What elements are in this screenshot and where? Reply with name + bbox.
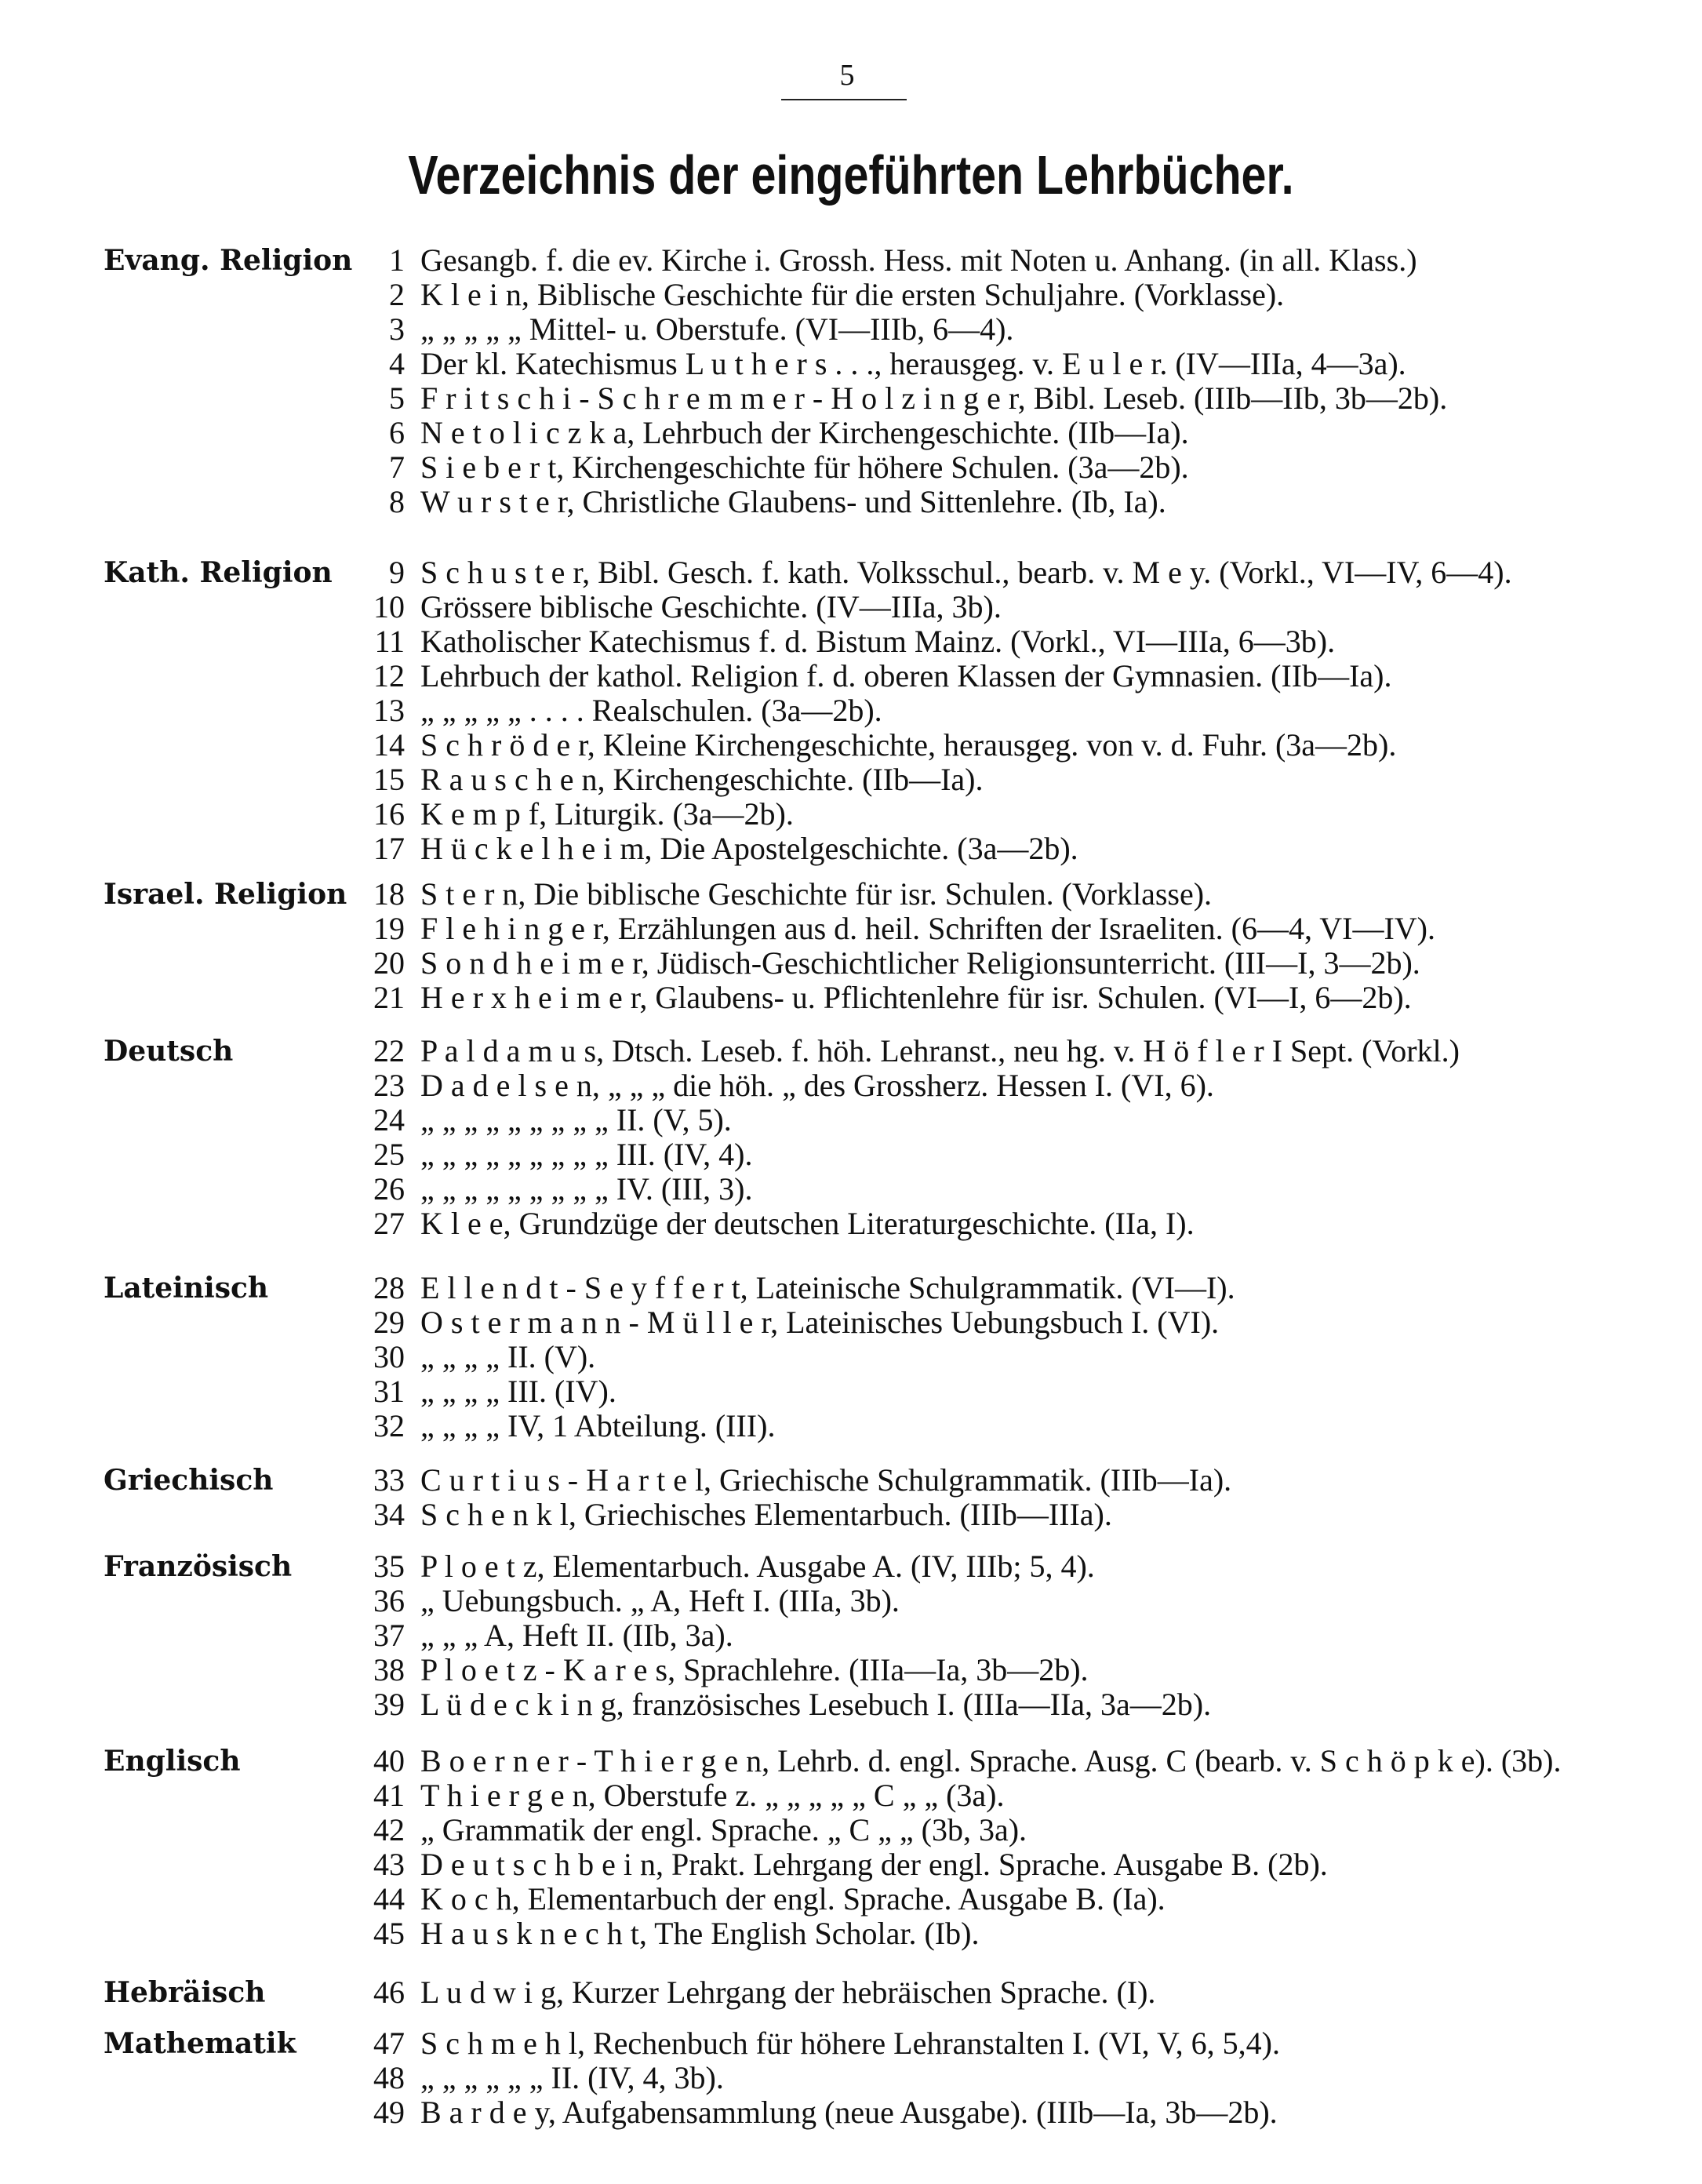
entry-number: 1 — [389, 242, 405, 278]
entry-text: P a l d a m u s, Dtsch. Leseb. f. höh. Lehranst., neu hg. v. H ö f l e r I Sept. (Vorkl.) — [420, 1033, 1460, 1068]
entry-text: „ „ „ „ „ . . . . Realschulen. (3a—2b). — [420, 693, 882, 728]
entry-text: H a u s k n e c h t, The English Scholar. (Ib). — [420, 1916, 980, 1951]
page-number-rule — [781, 99, 907, 100]
entry-text: S c h e n k l, Griechisches Elementarbuch. (IIIb—IIIa). — [420, 1497, 1112, 1532]
subject-label: Griechisch — [104, 1464, 274, 1497]
textbook-entry — [0, 1778, 1702, 1813]
entry-number: 44 — [373, 1881, 405, 1916]
textbook-entry — [0, 981, 1702, 1015]
entry-number: 3 — [389, 311, 405, 347]
entry-number: 26 — [373, 1171, 405, 1207]
entry-number: 45 — [373, 1916, 405, 1951]
textbook-entry — [0, 1618, 1702, 1653]
entry-text: „ Uebungsbuch. „ A, Heft I. (IIIa, 3b). — [420, 1583, 900, 1618]
entry-text: „ „ „ „ III. (IV). — [420, 1374, 616, 1409]
entry-text: „ „ „ „ „ Mittel- u. Oberstufe. (VI—IIIb, 6—4). — [420, 311, 1014, 347]
subject-label: Hebräisch — [104, 1976, 266, 2009]
entry-number: 7 — [389, 450, 405, 485]
entry-text: R a u s c h e n, Kirchengeschichte. (IIb—Ia). — [420, 762, 984, 797]
entry-number: 11 — [374, 624, 405, 659]
subject-label: Mathematik — [104, 2027, 296, 2060]
entry-text: „ „ „ „ „ „ II. (IV, 4, 3b). — [420, 2060, 724, 2095]
entry-number: 37 — [373, 1618, 405, 1653]
entry-text: „ Grammatik der engl. Sprache. „ C „ „ (3b, 3a). — [420, 1812, 1027, 1847]
entry-number: 2 — [389, 277, 405, 312]
textbook-entry — [0, 312, 1702, 347]
textbook-entry — [0, 1172, 1702, 1207]
entry-number: 22 — [373, 1033, 405, 1068]
entry-number: 32 — [373, 1408, 405, 1443]
textbook-entry — [0, 1653, 1702, 1687]
entry-number: 48 — [373, 2060, 405, 2095]
entry-number: 15 — [373, 762, 405, 797]
entry-number: 21 — [373, 980, 405, 1015]
entry-number: 35 — [373, 1549, 405, 1584]
textbook-entry — [0, 1916, 1702, 1951]
entry-number: 47 — [373, 2026, 405, 2061]
textbook-entry — [0, 1584, 1702, 1618]
subject-label: Israel. Religion — [104, 878, 347, 911]
entry-number: 29 — [373, 1305, 405, 1340]
entry-text: „ „ „ „ „ „ „ „ „ II. (V, 5). — [420, 1102, 732, 1138]
entry-text: Gesangb. f. die ev. Kirche i. Grossh. Hess. mit Noten u. Anhang. (in all. Klass.) — [420, 242, 1417, 278]
entry-number: 30 — [373, 1339, 405, 1374]
textbook-entry — [0, 693, 1702, 728]
entry-number: 43 — [373, 1847, 405, 1882]
textbook-entry — [0, 728, 1702, 763]
entry-text: C u r t i u s - H a r t e l, Griechische Schulgrammatik. (IIIb—Ia). — [420, 1462, 1232, 1498]
entry-text: P l o e t z, Elementarbuch. Ausgabe A. (IV, IIIb; 5, 4). — [420, 1549, 1095, 1584]
entry-number: 34 — [373, 1497, 405, 1532]
entry-number: 28 — [373, 1270, 405, 1305]
entry-text: B o e r n e r - T h i e r g e n, Lehrb. d. engl. Sprache. Ausg. C (bearb. v. S c h ö p k e). (3b). — [420, 1743, 1562, 1778]
entry-text: S o n d h e i m e r, Jüdisch-Geschichtlicher Religionsunterricht. (III—I, 3—2b). — [420, 945, 1420, 981]
entry-number: 16 — [373, 796, 405, 832]
textbook-entry — [0, 1103, 1702, 1138]
entry-text: O s t e r m a n n - M ü l l e r, Lateinisches Uebungsbuch I. (VI). — [420, 1305, 1220, 1340]
textbook-entry — [0, 1975, 1702, 2010]
textbook-entry — [0, 1034, 1702, 1068]
textbook-entry — [0, 624, 1702, 659]
entry-number: 46 — [373, 1975, 405, 2010]
entry-text: B a r d e y, Aufgabensammlung (neue Ausgabe). (IIIb—Ia, 3b—2b). — [420, 2095, 1278, 2130]
textbook-entry — [0, 1271, 1702, 1305]
textbook-entry — [0, 1882, 1702, 1916]
entry-text: D a d e l s e n, „ „ „ die höh. „ des Grossherz. Hessen I. (VI, 6). — [420, 1068, 1214, 1103]
entry-text: D e u t s c h b e i n, Prakt. Lehrgang der engl. Sprache. Ausgabe B. (2b). — [420, 1847, 1328, 1882]
textbook-entry — [0, 1207, 1702, 1241]
subject-label: Französisch — [104, 1550, 293, 1583]
subject-label: Evang. Religion — [104, 244, 353, 277]
entry-text: N e t o l i c z k a, Lehrbuch der Kirchengeschichte. (IIb—Ia). — [420, 415, 1189, 450]
entry-text: S i e b e r t, Kirchengeschichte für höhere Schulen. (3a—2b). — [420, 450, 1189, 485]
entry-text: P l o e t z - K a r e s, Sprachlehre. (IIIa—Ia, 3b—2b). — [420, 1652, 1089, 1687]
textbook-entry — [0, 797, 1702, 832]
textbook-entry — [0, 1813, 1702, 1847]
textbook-entry — [0, 1687, 1702, 1722]
entry-text: Grössere biblische Geschichte. (IV—IIIa, 3b). — [420, 589, 1002, 624]
textbook-entry — [0, 1463, 1702, 1498]
entry-text: W u r s t e r, Christliche Glaubens- und Sittenlehre. (Ib, Ia). — [420, 484, 1166, 519]
entry-text: „ „ „ „ „ „ „ „ „ IV. (III, 3). — [420, 1171, 753, 1207]
textbook-entry — [0, 555, 1702, 590]
entry-text: „ „ „ A, Heft II. (IIb, 3a). — [420, 1618, 733, 1653]
textbook-entry — [0, 243, 1702, 278]
textbook-entry — [0, 2095, 1702, 2130]
entry-number: 8 — [389, 484, 405, 519]
entry-text: S t e r n, Die biblische Geschichte für isr. Schulen. (Vorklasse). — [420, 876, 1213, 912]
textbook-entry — [0, 1340, 1702, 1374]
entry-text: Der kl. Katechismus L u t h e r s . . ., herausgeg. v. E u l e r. (IV—IIIa, 4—3a). — [420, 346, 1406, 381]
entry-text: T h i e r g e n, Oberstufe z. „ „ „ „ „ C „ „ (3a). — [420, 1778, 1005, 1813]
textbook-entry — [0, 450, 1702, 485]
entry-number: 14 — [373, 727, 405, 763]
entry-number: 24 — [373, 1102, 405, 1138]
entry-number: 18 — [373, 876, 405, 912]
entry-number: 4 — [389, 346, 405, 381]
entry-number: 12 — [373, 658, 405, 693]
textbook-entry — [0, 763, 1702, 797]
textbook-entry — [0, 1305, 1702, 1340]
entry-number: 17 — [373, 831, 405, 866]
textbook-entry — [0, 1138, 1702, 1172]
entry-number: 20 — [373, 945, 405, 981]
entry-text: S c h u s t e r, Bibl. Gesch. f. kath. Volksschul., bearb. v. M e y. (Vorkl., VI—IV, 6—4). — [420, 555, 1512, 590]
entry-text: L ü d e c k i n g, französisches Lesebuch I. (IIIa—IIa, 3a—2b). — [420, 1687, 1212, 1722]
entry-number: 19 — [373, 911, 405, 946]
entry-text: Lehrbuch der kathol. Religion f. d. oberen Klassen der Gymnasien. (IIb—Ia). — [420, 658, 1392, 693]
entry-number: 27 — [373, 1206, 405, 1241]
entry-number: 10 — [373, 589, 405, 624]
entry-number: 33 — [373, 1462, 405, 1498]
textbook-entry — [0, 832, 1702, 866]
textbook-entry — [0, 1549, 1702, 1584]
entry-text: S c h m e h l, Rechenbuch für höhere Lehranstalten I. (VI, V, 6, 5,4). — [420, 2026, 1280, 2061]
entry-number: 42 — [373, 1812, 405, 1847]
entry-number: 9 — [389, 555, 405, 590]
entry-number: 23 — [373, 1068, 405, 1103]
entry-text: K e m p f, Liturgik. (3a—2b). — [420, 796, 794, 832]
textbook-entry — [0, 659, 1702, 693]
entry-text: E l l e n d t - S e y f f e r t, Lateinische Schulgrammatik. (VI—I). — [420, 1270, 1235, 1305]
entry-number: 49 — [373, 2095, 405, 2130]
textbook-entry — [0, 590, 1702, 624]
textbook-entry — [0, 1068, 1702, 1103]
subject-label: Lateinisch — [104, 1272, 269, 1305]
entry-text: F r i t s c h i - S c h r e m m e r - H o l z i n g e r, Bibl. Leseb. (IIIb—IIb, 3b—2b). — [420, 380, 1448, 416]
entry-number: 13 — [373, 693, 405, 728]
textbook-entry — [0, 1498, 1702, 1532]
entry-number: 31 — [373, 1374, 405, 1409]
textbook-entry — [0, 381, 1702, 416]
textbook-entry — [0, 877, 1702, 912]
entry-text: „ „ „ „ II. (V). — [420, 1339, 596, 1374]
entry-text: „ „ „ „ IV, 1 Abteilung. (III). — [420, 1408, 776, 1443]
entry-text: H e r x h e i m e r, Glaubens- u. Pflichtenlehre für isr. Schulen. (VI—I, 6—2b). — [420, 980, 1412, 1015]
entry-text: K l e i n, Biblische Geschichte für die ersten Schuljahre. (Vorklasse). — [420, 277, 1285, 312]
entry-number: 41 — [373, 1778, 405, 1813]
textbook-entry — [0, 912, 1702, 946]
entry-text: F l e h i n g e r, Erzählungen aus d. heil. Schriften der Israeliten. (6—4, VI—IV). — [420, 911, 1435, 946]
entry-number: 25 — [373, 1137, 405, 1172]
subject-label: Englisch — [104, 1745, 241, 1778]
entry-number: 6 — [389, 415, 405, 450]
page-number: 5 — [839, 59, 855, 92]
textbook-entry — [0, 1409, 1702, 1443]
entry-number: 36 — [373, 1583, 405, 1618]
entry-text: „ „ „ „ „ „ „ „ „ III. (IV, 4). — [420, 1137, 753, 1172]
entry-number: 38 — [373, 1652, 405, 1687]
entry-text: H ü c k e l h e i m, Die Apostelgeschichte. (3a—2b). — [420, 831, 1078, 866]
textbook-entry — [0, 1744, 1702, 1778]
page-title: Verzeichnis der eingeführten Lehrbücher. — [408, 144, 1294, 206]
textbook-entry — [0, 1374, 1702, 1409]
subject-label: Kath. Religion — [104, 556, 333, 589]
entry-text: K l e e, Grundzüge der deutschen Literaturgeschichte. (IIa, I). — [420, 1206, 1195, 1241]
subject-label: Deutsch — [104, 1035, 234, 1068]
textbook-entry — [0, 416, 1702, 450]
entry-number: 39 — [373, 1687, 405, 1722]
entry-text: L u d w i g, Kurzer Lehrgang der hebräischen Sprache. (I). — [420, 1975, 1156, 2010]
entry-number: 5 — [389, 380, 405, 416]
entry-number: 40 — [373, 1743, 405, 1778]
textbook-entry — [0, 347, 1702, 381]
entry-text: K o c h, Elementarbuch der engl. Sprache. Ausgabe B. (Ia). — [420, 1881, 1166, 1916]
entry-text: Katholischer Katechismus f. d. Bistum Mainz. (Vorkl., VI—IIIa, 6—3b). — [420, 624, 1336, 659]
entry-text: S c h r ö d e r, Kleine Kirchengeschichte, herausgeg. von v. d. Fuhr. (3a—2b). — [420, 727, 1397, 763]
textbook-entry — [0, 485, 1702, 519]
textbook-entry — [0, 2026, 1702, 2061]
textbook-entry — [0, 1847, 1702, 1882]
textbook-entry — [0, 946, 1702, 981]
textbook-entry — [0, 2061, 1702, 2095]
textbook-entry — [0, 278, 1702, 312]
